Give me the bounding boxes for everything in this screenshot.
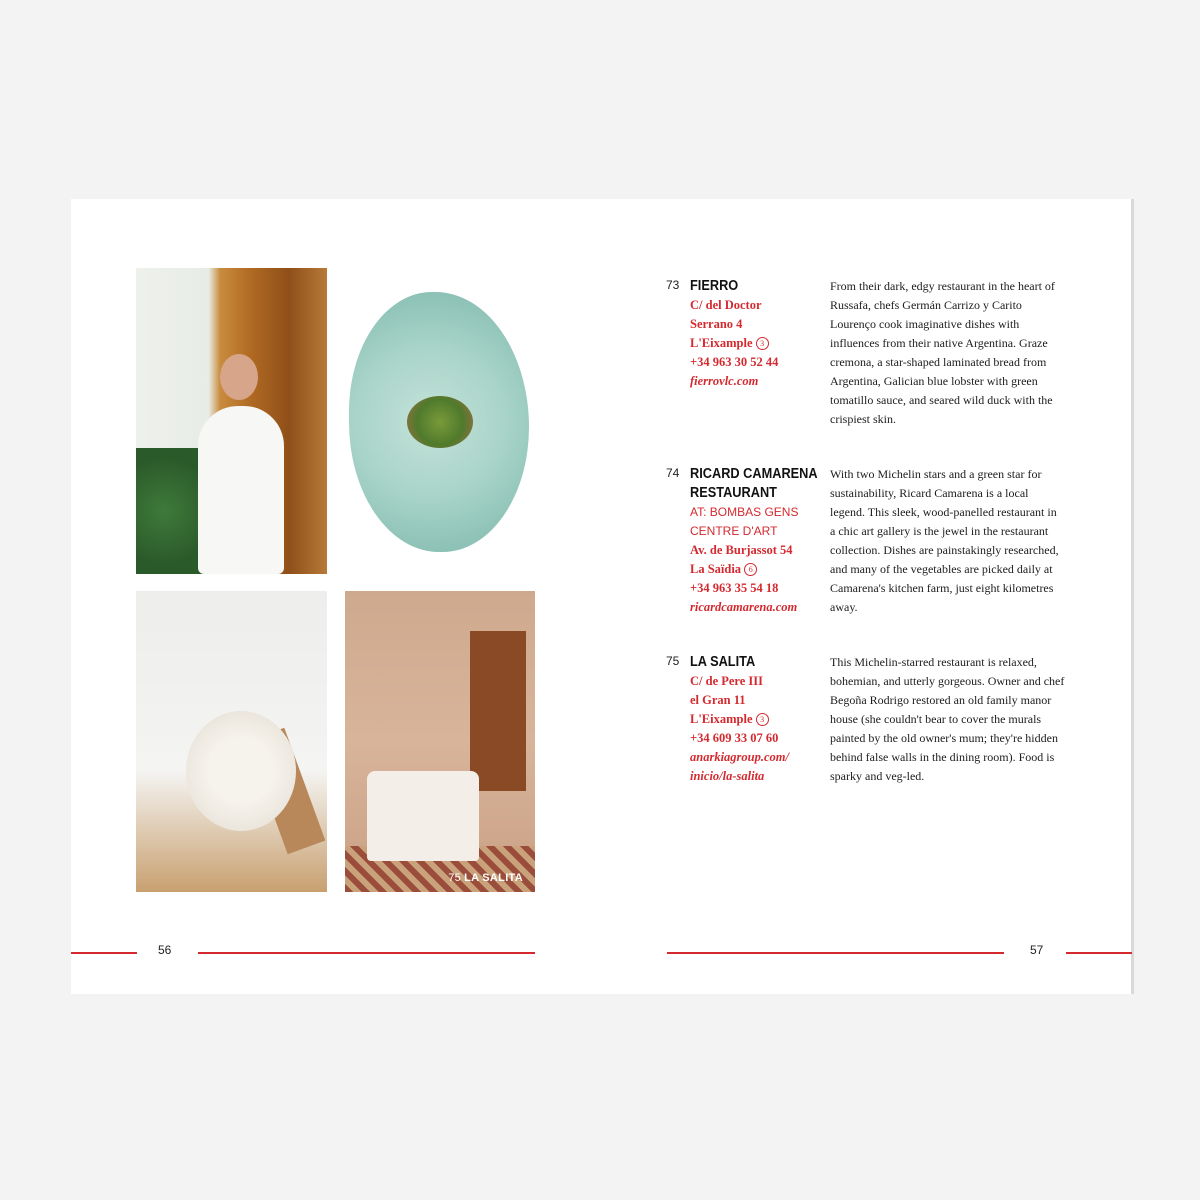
entry-info bbox=[690, 465, 818, 617]
district-badge: 3 bbox=[756, 713, 769, 726]
caption-name: LA SALITA bbox=[464, 872, 523, 884]
entry-name: LA SALITA bbox=[690, 654, 756, 670]
plated-dish-photo bbox=[345, 268, 535, 574]
entry-number: 75 bbox=[666, 654, 680, 668]
page-edge bbox=[1131, 199, 1134, 994]
district-name: L'Eixample bbox=[690, 336, 753, 350]
district bbox=[690, 560, 815, 579]
website-link[interactable]: ricardcamarena.com bbox=[690, 600, 798, 614]
plant-shape bbox=[136, 448, 206, 574]
plate bbox=[186, 711, 296, 831]
website-link[interactable]: inicio/la-salita bbox=[690, 769, 765, 783]
food-garnish bbox=[407, 396, 473, 448]
district-badge: 6 bbox=[744, 563, 757, 576]
entry-info bbox=[690, 653, 815, 786]
district bbox=[690, 710, 815, 729]
address-line: Av. de Burjassot 54 bbox=[690, 543, 793, 557]
chef-figure bbox=[198, 406, 284, 574]
footer-rule bbox=[1066, 952, 1132, 954]
website-link[interactable]: anarkiagroup.com/ bbox=[690, 750, 789, 764]
address-line: Serrano 4 bbox=[690, 317, 743, 331]
table-setting-photo bbox=[136, 591, 327, 892]
address-line: el Gran 11 bbox=[690, 693, 746, 707]
chef-portrait-photo bbox=[136, 268, 327, 574]
footer-rule bbox=[198, 952, 535, 954]
phone-number[interactable]: +34 963 30 52 44 bbox=[690, 355, 779, 369]
district-name: L'Eixample bbox=[690, 712, 753, 726]
entry-number: 74 bbox=[666, 466, 680, 480]
entry-description: This Michelin-starred restaurant is relaxed, bohemian, and utterly gorgeous. Owner and chef Begoña Rodrigo restored an old family manor house (she couldn't bear to cover the murals painted by the old owner's mum; they're hidden behind false walls in the dining room). Food is sparky and veg-led. bbox=[830, 655, 1065, 783]
entry-number: 73 bbox=[666, 278, 680, 292]
website-link[interactable]: fierrovlc.com bbox=[690, 374, 759, 388]
dining-room-photo bbox=[345, 591, 535, 892]
caption-number: 75 bbox=[448, 872, 462, 884]
entry-description: From their dark, edgy restaurant in the heart of Russafa, chefs Germán Carrizo y Carito Lourenço cook imaginative dishes with influences from their native Argentina. Graze cremona, a star-shaped laminated bread from Argentina, Galician blue lobster with green tomatillo sauce, and seared wild duck with the crispiest skin. bbox=[830, 279, 1055, 426]
page-number-right: 57 bbox=[1030, 943, 1044, 957]
entry-name: RESTAURANT bbox=[690, 485, 777, 501]
photo-caption bbox=[448, 872, 523, 884]
footer-rule bbox=[71, 952, 137, 954]
dining-table bbox=[367, 771, 479, 861]
district-badge: 3 bbox=[756, 337, 769, 350]
district bbox=[690, 334, 815, 353]
entry-description: With two Michelin stars and a green star for sustainability, Ricard Camarena is a local legend. This sleek, wood-panelled restaurant in a chic art gallery is the jewel in the restaurant collection. Dishes are painstakingly researched, and many of the vegetables are picked daily at Camarena's kitchen farm, just eight kilometres away. bbox=[830, 467, 1059, 614]
footer-rule bbox=[667, 952, 1004, 954]
phone-number[interactable]: +34 963 35 54 18 bbox=[690, 581, 779, 595]
entry-name: FIERRO bbox=[690, 278, 739, 294]
page-number-left: 56 bbox=[158, 943, 172, 957]
phone-number[interactable]: +34 609 33 07 60 bbox=[690, 731, 779, 745]
venue-line: AT: BOMBAS GENS bbox=[690, 505, 799, 519]
chef-head bbox=[220, 354, 258, 400]
entry-name: RICARD CAMARENA bbox=[690, 466, 818, 482]
venue-line: CENTRE D'ART bbox=[690, 524, 778, 538]
wooden-door bbox=[470, 631, 526, 791]
district-name: La Saïdia bbox=[690, 562, 742, 576]
address-line: C/ de Pere III bbox=[690, 674, 764, 688]
address-line: C/ del Doctor bbox=[690, 298, 762, 312]
entry-info bbox=[690, 277, 815, 391]
